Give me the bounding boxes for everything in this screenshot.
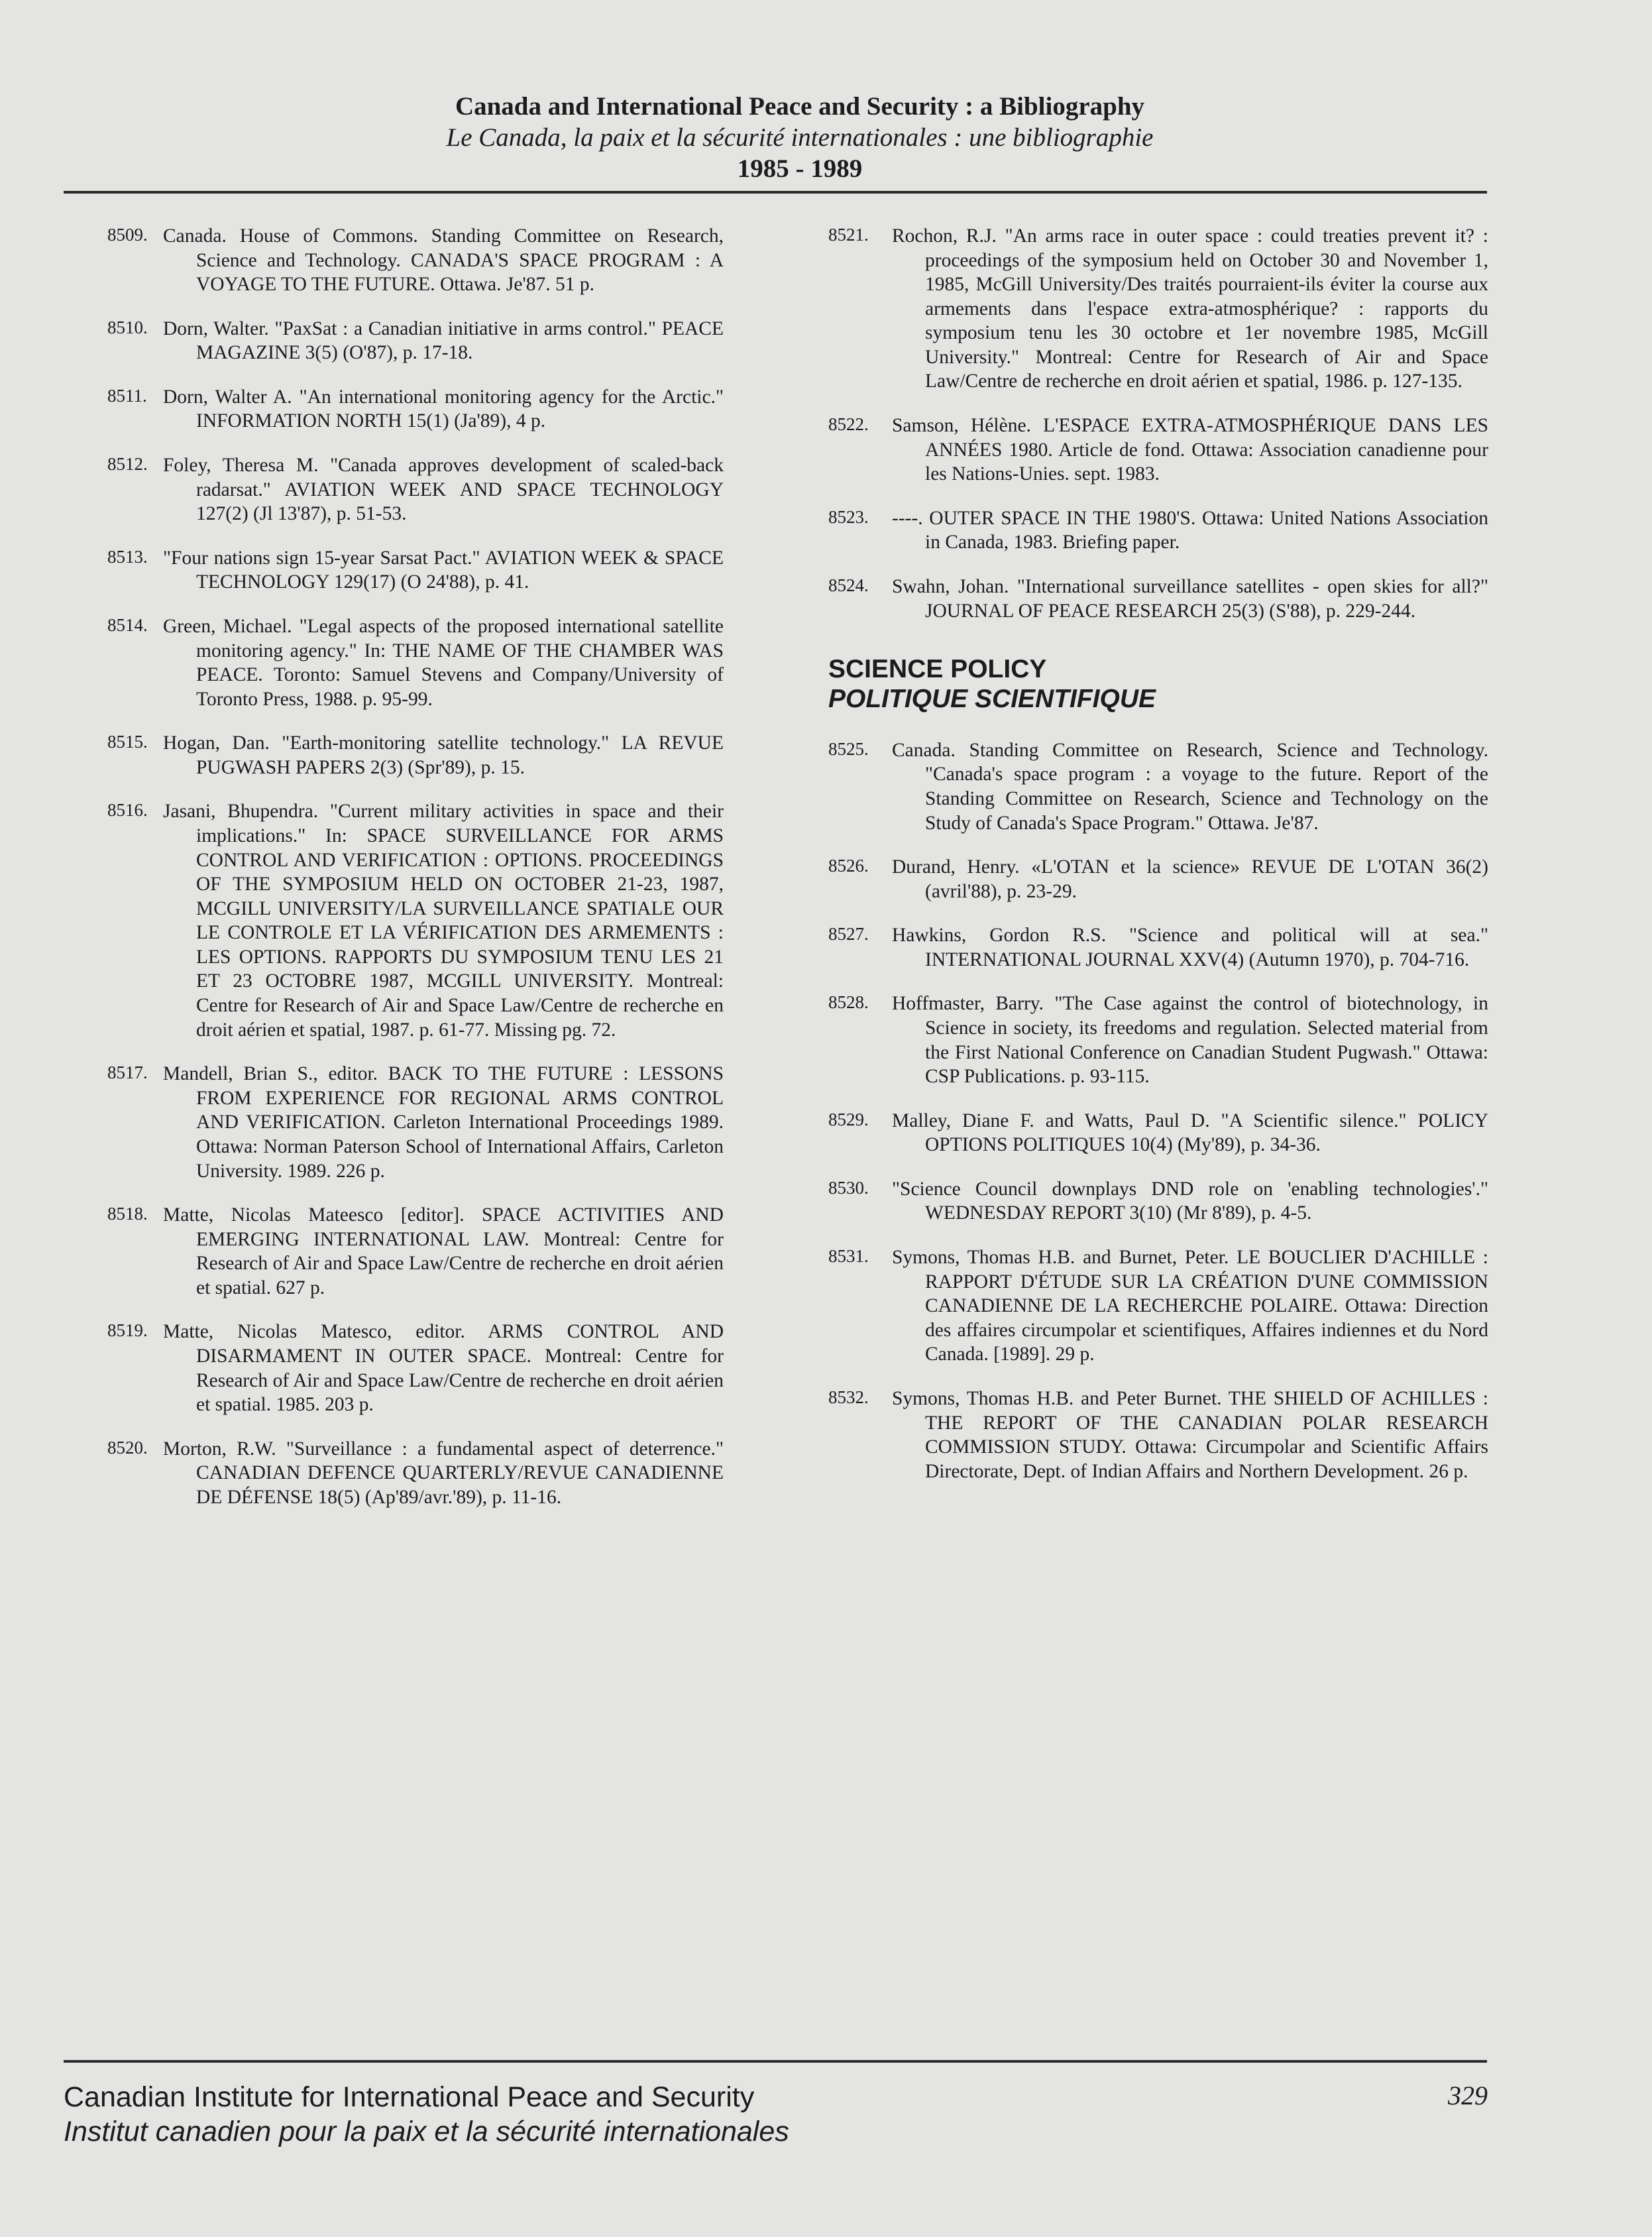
entry-text: Hawkins, Gordon R.S. "Science and political will at sea." INTERNATIONAL JOURNAL XXV(4) (Autumn 1970), p. 704-716.	[892, 925, 1488, 970]
entry-number: 8523.	[828, 506, 869, 527]
bib-entry-8529	[828, 1109, 1488, 1157]
entry-number: 8514.	[107, 614, 148, 635]
entry-text: Hogan, Dan. "Earth-monitoring satellite technology." LA REVUE PUGWASH PAPERS 2(3) (Spr'89), p. 15.	[163, 732, 724, 778]
page-number: 329	[1448, 2081, 1488, 2110]
left-column	[107, 224, 724, 1529]
section-heading	[828, 655, 1488, 715]
bib-entry-8513	[107, 546, 724, 595]
footer-institute-en: Canadian Institute for International Peace and Security	[64, 2081, 755, 2113]
entry-text: Symons, Thomas H.B. and Peter Burnet. THE SHIELD OF ACHILLES : THE REPORT OF THE CANADIAN POLAR RESEARCH COMMISSION STUDY. Ottawa: Circumpolar and Scientific Affairs Directorate, Dept. of Indian Affairs and Northern Development. 26 p.	[892, 1387, 1488, 1482]
entry-number: 8519.	[107, 1320, 148, 1341]
entry-number: 8520.	[107, 1437, 148, 1458]
entry-text: Mandell, Brian S., editor. BACK TO THE FUTURE : LESSONS FROM EXPERIENCE FOR REGIONAL ARMS CONTROL AND VERIFICATION. Carleton International Proceedings 1989. Ottawa: Norman Paterson School of International Affairs, Carleton University. 1989. 226 p.	[163, 1063, 724, 1182]
entry-text: Canada. House of Commons. Standing Committee on Research, Science and Technology. CANADA'S SPACE PROGRAM : A VOYAGE TO THE FUTURE. Ottawa. Je'87. 51 p.	[163, 225, 724, 296]
entry-number: 8530.	[828, 1177, 869, 1198]
bib-entry-8525	[828, 738, 1488, 835]
right-column	[828, 224, 1488, 1503]
entry-text: Foley, Theresa M. "Canada approves development of scaled-back radarsat." AVIATION WEEK AND SPACE TECHNOLOGY 127(2) (Jl 13'87), p. 51-53.	[163, 455, 724, 525]
entry-number: 8516.	[107, 800, 148, 821]
entry-text: Matte, Nicolas Matesco, editor. ARMS CONTROL AND DISARMAMENT IN OUTER SPACE. Montreal: Centre for Research of Air and Space Law/Centre de recherche en droit aérien et spatial. 1985. 203 p.	[163, 1321, 724, 1416]
bib-entry-8527	[828, 923, 1488, 972]
bib-entry-8520	[107, 1437, 724, 1510]
entry-number: 8521.	[828, 225, 869, 245]
entry-text: "Science Council downplays DND role on 'enabling technologies'." WEDNESDAY REPORT 3(10) (Mr 8'89), p. 4-5.	[892, 1178, 1488, 1224]
entry-text: Canada. Standing Committee on Research, Science and Technology. "Canada's space program : a voyage to the future. Report of the Standing Committee on Research, Science and Technology on the Study of Canada's Space Program." Ottawa. Je'87.	[892, 739, 1488, 834]
entry-number: 8511.	[107, 385, 147, 406]
bib-entry-8514	[107, 614, 724, 711]
entry-number: 8510.	[107, 317, 148, 337]
section-title-en: SCIENCE POLICY	[828, 655, 1047, 684]
entry-text: Rochon, R.J. "An arms race in outer space : could treaties prevent it? : proceedings of the symposium held on October 30 and November 1, 1985, McGill University/Des traités pourraient-ils éviter la course aux armements dans l'espace extra-atmosphérique? : rapports du symposium tenu les 30 octobre et 1er novembre 1985, McGill University." Montreal: Centre for Research of Air and Space Law/Centre de recherche en droit aérien et spatial, 1986. p. 127-135.	[892, 225, 1488, 392]
entry-number: 8525.	[828, 738, 869, 759]
entry-text: Matte, Nicolas Mateesco [editor]. SPACE ACTIVITIES AND EMERGING INTERNATIONAL LAW. Montreal: Centre for Research of Air and Space Law/Centre de recherche en droit aérien et spatial. 627 p.	[163, 1204, 724, 1298]
footer-rule	[64, 2060, 1487, 2063]
entry-text: Symons, Thomas H.B. and Burnet, Peter. LE BOUCLIER D'ACHILLE : RAPPORT D'ÉTUDE SUR LA CRÉATION D'UNE COMMISSION CANADIENNE DE LA RECHERCHE POLAIRE. Ottawa: Direction des affaires circumpolar et scientifiques, Affaires indiennes et du Nord Canada. [1989]. 29 p.	[892, 1247, 1488, 1365]
entry-text: Malley, Diane F. and Watts, Paul D. "A Scientific silence." POLICY OPTIONS POLITIQUES 10(4) (My'89), p. 34-36.	[892, 1110, 1488, 1156]
entry-text: ----. OUTER SPACE IN THE 1980'S. Ottawa: United Nations Association in Canada, 1983. Briefing paper.	[892, 507, 1488, 553]
entry-number: 8518.	[107, 1204, 148, 1224]
page-header	[113, 91, 1487, 184]
bib-entry-8517	[107, 1062, 724, 1183]
entry-number: 8528.	[828, 992, 869, 1013]
bib-entry-8512	[107, 453, 724, 526]
bib-entry-8510	[107, 317, 724, 365]
bib-entry-8519	[107, 1320, 724, 1416]
bib-entry-8509	[107, 224, 724, 297]
bib-entry-8516	[107, 799, 724, 1042]
entry-number: 8512.	[107, 454, 148, 475]
bib-entry-8522	[828, 414, 1488, 487]
entry-number: 8531.	[828, 1246, 869, 1267]
entry-text: Durand, Henry. «L'OTAN et la science» REVUE DE L'OTAN 36(2) (avril'88), p. 23-29.	[892, 856, 1488, 902]
entry-text: Swahn, Johan. "International surveillance satellites - open skies for all?" JOURNAL OF PEACE RESEARCH 25(3) (S'88), p. 229-244.	[892, 575, 1488, 622]
entry-number: 8522.	[828, 414, 869, 435]
entry-text: Hoffmaster, Barry. "The Case against the control of biotechnology, in Science in society, its freedoms and regulation. Selected material from the First National Conference on Canadian Student Pugwash." Ottawa: CSP Publications. p. 93-115.	[892, 993, 1488, 1088]
header-years: 1985 - 1989	[737, 154, 863, 183]
header-rule	[64, 191, 1487, 194]
entry-text: Morton, R.W. "Surveillance : a fundamental aspect of deterrence." CANADIAN DEFENCE QUARTERLY/REVUE CANADIENNE DE DÉFENSE 18(5) (Ap'89/avr.'89), p. 11-16.	[163, 1438, 724, 1508]
footer-institute-fr: Institut canadien pour la paix et la sécurité internationales	[64, 2116, 789, 2148]
entry-number: 8517.	[107, 1062, 148, 1083]
entry-number: 8524.	[828, 575, 869, 595]
bib-entry-8511	[107, 385, 724, 433]
entry-text: Dorn, Walter A. "An international monitoring agency for the Arctic." INFORMATION NORTH 15(1) (Ja'89), 4 p.	[163, 386, 724, 432]
entry-text: "Four nations sign 15-year Sarsat Pact." AVIATION WEEK & SPACE TECHNOLOGY 129(17) (O 24'88), p. 41.	[163, 547, 724, 593]
bib-entry-8523	[828, 506, 1488, 555]
section-title-fr: POLITIQUE SCIENTIFIQUE	[828, 684, 1156, 713]
entry-number: 8532.	[828, 1387, 869, 1407]
entry-number: 8529.	[828, 1109, 869, 1129]
entry-text: Green, Michael. "Legal aspects of the proposed international satellite monitoring agency." In: THE NAME OF THE CHAMBER WAS PEACE. Toronto: Samuel Stevens and Company/University of Toronto Press, 1988. p. 95-99.	[163, 615, 724, 710]
page-footer	[64, 2080, 789, 2150]
bib-entry-8531	[828, 1245, 1488, 1367]
entry-number: 8527.	[828, 924, 869, 945]
bib-entry-8532	[828, 1387, 1488, 1483]
header-title-en: Canada and International Peace and Security : a Bibliography	[455, 92, 1145, 121]
bib-entry-8521	[828, 224, 1488, 394]
bib-entry-8530	[828, 1177, 1488, 1226]
bib-entry-8515	[107, 731, 724, 779]
bib-entry-8526	[828, 855, 1488, 903]
bib-entry-8528	[828, 992, 1488, 1088]
bib-entry-8524	[828, 575, 1488, 623]
entry-number: 8526.	[828, 856, 869, 876]
header-title-fr: Le Canada, la paix et la sécurité internationales : une bibliographie	[446, 123, 1154, 152]
entry-text: Jasani, Bhupendra. "Current military activities in space and their implications." In: SPACE SURVEILLANCE FOR ARMS CONTROL AND VERIFICATION : OPTIONS. PROCEEDINGS OF THE SYMPOSIUM HELD ON OCTOBER 21-23, 1987, MCGILL UNIVERSITY/LA SURVEILLANCE SPATIALE OUR LE CONTROLE ET LA VÉRIFICATION DES ARMEMENTS : LES OPTIONS. RAPPORTS DU SYMPOSIUM TENU LES 21 ET 23 OCTOBRE 1987, MCGILL UNIVERSITY. Montreal: Centre for Research of Air and Space Law/Centre de recherche en droit aérien et spatial, 1987. p. 61-77. Missing pg. 72.	[163, 801, 724, 1041]
entry-number: 8515.	[107, 732, 148, 752]
entry-text: Dorn, Walter. "PaxSat : a Canadian initiative in arms control." PEACE MAGAZINE 3(5) (O'87), p. 17-18.	[163, 317, 724, 364]
bib-entry-8518	[107, 1203, 724, 1300]
entry-number: 8509.	[107, 225, 148, 245]
entry-number: 8513.	[107, 546, 148, 567]
entry-text: Samson, Hélène. L'ESPACE EXTRA-ATMOSPHÉRIQUE DANS LES ANNÉES 1980. Article de fond. Ottawa: Association canadienne pour les Nations-Unies. sept. 1983.	[892, 415, 1488, 485]
